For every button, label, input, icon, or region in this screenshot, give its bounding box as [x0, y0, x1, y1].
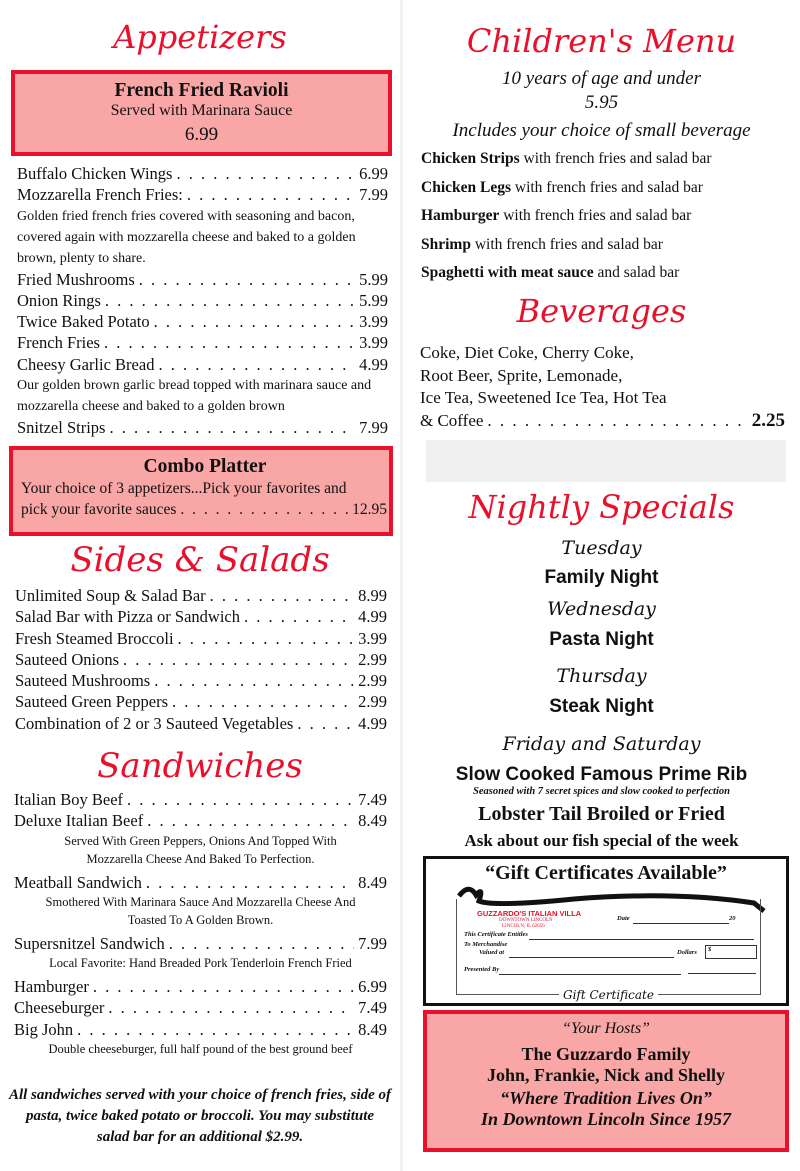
item-price: 2.99 [358, 671, 387, 691]
item-name: French Fries [17, 333, 100, 353]
item-price: 8.49 [358, 811, 387, 831]
item-name: Combination of 2 or 3 Sauteed Vegetables [15, 713, 294, 733]
special-day: Wednesday [547, 598, 656, 620]
dot-leader [93, 976, 354, 997]
item-name: Hamburger [14, 977, 89, 997]
item-name: Italian Boy Beef [14, 790, 124, 809]
item-description: Golden fried french fries covered with seasoning and bacon, covered again with mozzarella cheese and baked to a golden brown, plenty to share. [17, 208, 356, 266]
dollar-sign: $ [708, 946, 712, 953]
dot-leader [109, 417, 355, 438]
gift-footer: Gift Certificate [559, 988, 658, 1002]
beverages-line [420, 410, 785, 431]
menu-item [14, 789, 387, 810]
blank-strip [426, 440, 786, 482]
kids-item [421, 231, 712, 260]
menu-item [17, 311, 388, 332]
item-price: 7.99 [359, 185, 388, 205]
item-name: Twice Baked Potato [17, 312, 150, 332]
item-price: 5.99 [359, 290, 388, 310]
kids-item-name: Hamburger [421, 207, 500, 224]
item-name: Meatball Sandwich [14, 872, 142, 892]
combo-line1: Your choice of 3 appetizers...Pick your favorites and [21, 480, 347, 497]
merch-label: To Merchandise [464, 941, 508, 948]
beverages-line4: & Coffee [420, 410, 484, 430]
kids-item [421, 202, 712, 231]
item-price: 7.49 [358, 998, 387, 1018]
dot-leader [139, 269, 355, 290]
special-name: Steak Night [549, 696, 654, 717]
item-name: Sauteed Green Peppers [15, 692, 169, 712]
valued-label: Valued at [479, 949, 505, 956]
kids-item [421, 145, 712, 174]
item-name: Cheeseburger [14, 998, 105, 1018]
menu-item [14, 872, 387, 893]
item-description: Served With Green Peppers, Onions And Topped With Mozzarella Cheese And Baked To Perfection. [64, 833, 337, 866]
item-name: Sauteed Onions [15, 649, 120, 669]
dot-leader [146, 872, 354, 893]
beverages-line: Ice Tea, Sweetened Ice Tea, Hot Tea [420, 388, 667, 407]
date-label: Date [617, 915, 630, 922]
item-price: 7.49 [358, 790, 387, 809]
beverages-line: Root Beer, Sprite, Lemonade, [420, 365, 623, 385]
special-day: Friday and Saturday [502, 733, 701, 755]
menu-item [17, 269, 388, 290]
year-label: 20 [729, 915, 736, 922]
dot-leader [123, 649, 354, 670]
item-name: Fried Mushrooms [17, 269, 135, 289]
dot-leader [127, 789, 354, 810]
special-name: Slow Cooked Famous Prime Rib [455, 764, 748, 785]
item-name: Salad Bar with Pizza or Sandwich [15, 607, 240, 627]
dot-leader [178, 628, 355, 649]
item-name: Fresh Steamed Broccoli [15, 628, 174, 648]
signature-line[interactable] [688, 973, 756, 974]
specials-title: Nightly Specials [468, 488, 735, 526]
item-name: Big John [14, 1019, 74, 1039]
special-note: Seasoned with 7 secret spices and slow cooked to perfection [473, 786, 730, 797]
hosts-tagline: “Where Tradition Lives On” [500, 1088, 712, 1108]
hosts-label: “Your Hosts” [562, 1020, 650, 1037]
special-name: Pasta Night [549, 629, 654, 650]
combo-name: Combo Platter [143, 456, 267, 477]
appetizers-title: Appetizers [113, 18, 287, 56]
kids-item-name: Shrimp [421, 235, 471, 253]
right-column [403, 0, 800, 1171]
dollars-label: Dollars [677, 949, 697, 956]
sandwiches-list [14, 789, 387, 1062]
beverages-title: Beverages [516, 292, 687, 330]
dot-leader [187, 184, 355, 205]
villa-name: GUZZARDO'S ITALIAN VILLA [477, 909, 582, 918]
menu-item [17, 332, 388, 353]
beverages-price: 2.25 [751, 409, 785, 431]
dot-leader [105, 290, 355, 311]
menu-item [17, 417, 388, 438]
kids-item-detail: with french fries and salad bar [511, 178, 703, 196]
menu-item [14, 997, 387, 1018]
hosts-since: In Downtown Lincoln Since 1957 [480, 1109, 732, 1129]
item-price: 3.99 [359, 333, 388, 353]
dot-leader [77, 1019, 354, 1040]
item-price: 2.99 [358, 692, 387, 712]
item-price: 3.99 [358, 628, 387, 648]
item-price: 4.99 [358, 713, 387, 733]
villa-address: DOWNTOWN LINCOLN [499, 918, 553, 923]
combo-price: 12.95 [352, 501, 387, 518]
menu-item [15, 649, 387, 670]
combo-line2 [21, 499, 387, 520]
featured-name: French Fried Ravioli [114, 80, 289, 101]
menu-item [14, 1019, 387, 1040]
menu-item [17, 163, 388, 184]
menu-item [17, 354, 388, 375]
combo-platter-box [9, 446, 393, 536]
kids-item-detail: and salad bar [593, 264, 680, 281]
beverages-list [420, 342, 785, 431]
kids-item-name: Chicken Legs [421, 178, 511, 196]
item-name: Mozzarella French Fries: [17, 185, 183, 205]
villa-city: LINCOLN, IL 62656 [502, 924, 545, 929]
item-name: Buffalo Chicken Wings [17, 164, 173, 183]
sides-title: Sides & Salads [70, 540, 330, 580]
dot-leader [176, 163, 355, 184]
children-list [421, 145, 712, 288]
kids-item [421, 174, 712, 203]
dot-leader [104, 332, 355, 353]
item-price: 5.99 [359, 269, 388, 289]
dot-leader [154, 311, 355, 332]
item-price: 8.49 [358, 1019, 387, 1039]
entitles-label: This Certificate Entitles [464, 931, 528, 938]
dot-leader [297, 713, 354, 734]
kids-item-detail: with french fries and salad bar [499, 207, 692, 224]
item-price: 6.99 [359, 164, 388, 183]
special-note: Ask about our fish special of the week [464, 831, 739, 850]
featured-ravioli-box [11, 70, 392, 156]
menu-item [15, 628, 387, 649]
special-name: Lobster Tail Broiled or Fried [478, 803, 725, 825]
item-price: 3.99 [359, 312, 388, 332]
menu-item [15, 670, 387, 691]
menu-item [17, 184, 388, 205]
dot-leader [169, 933, 354, 954]
appetizers-list [17, 163, 388, 438]
combo-line2-text: pick your favorite sauces [21, 501, 177, 518]
item-name: Supersnitzel Sandwich [14, 933, 165, 953]
item-price: 8.49 [358, 872, 387, 892]
hosts-box [423, 1010, 789, 1152]
item-description: Our golden brown garlic bread topped with marinara sauce and mozzarella cheese and baked to a golden brown [17, 378, 372, 415]
entitles-line[interactable] [529, 939, 754, 940]
item-description: Smothered With Marinara Sauce And Mozzarella Cheese And Toasted To A Golden Brown. [45, 894, 356, 927]
item-name: Unlimited Soup & Salad Bar [15, 586, 206, 605]
item-price: 2.99 [358, 649, 387, 669]
menu-item [15, 713, 387, 734]
item-price: 7.99 [358, 933, 387, 953]
sides-list [15, 585, 387, 734]
presented-label: Presented By [464, 966, 500, 973]
item-name: Sauteed Mushrooms [15, 671, 151, 691]
item-name: Cheesy Garlic Bread [17, 354, 155, 374]
date-line[interactable] [633, 923, 729, 924]
item-name: Onion Rings [17, 290, 101, 310]
certificate [456, 899, 761, 1002]
kids-item-name: Spaghetti with meat sauce [421, 264, 594, 281]
dot-leader [108, 997, 354, 1018]
dot-leader [154, 670, 354, 691]
children-note: Includes your choice of small beverage [452, 120, 751, 141]
beverages-line: Coke, Diet Coke, Cherry Coke, [420, 343, 634, 362]
gift-certificate-panel [423, 856, 789, 1006]
special-day: Thursday [556, 665, 647, 687]
menu-item [15, 691, 387, 712]
kids-item-detail: with french fries and salad bar [470, 235, 663, 253]
dot-leader [158, 354, 355, 375]
kids-item-detail: with french fries and salad bar [519, 150, 712, 167]
featured-price: 6.99 [184, 124, 219, 145]
menu-item [14, 810, 387, 831]
item-price: 4.99 [358, 607, 387, 627]
dot-leader [210, 585, 354, 606]
children-title: Children's Menu [466, 22, 737, 60]
featured-sub: Served with Marinara Sauce [110, 102, 293, 119]
item-price: 6.99 [358, 977, 387, 997]
kids-item-name: Chicken Strips [421, 150, 520, 167]
item-price: 4.99 [359, 354, 388, 374]
item-name: Deluxe Italian Beef [14, 811, 144, 831]
valued-line[interactable] [509, 957, 674, 958]
item-name: Snitzel Strips [17, 418, 106, 438]
sandwiches-note: All sandwiches served with your choice of french fries, side of pasta, twice baked potato or broccoli. You may substitute salad bar for an additional $2.99. [8, 1087, 392, 1145]
sandwiches-title: Sandwiches [97, 746, 303, 786]
special-name: Family Night [544, 567, 659, 588]
dot-leader [172, 691, 354, 712]
children-age: 10 years of age and under [502, 68, 701, 89]
presented-line[interactable] [499, 974, 681, 975]
hosts-names: John, Frankie, Nick and Shelly [486, 1065, 726, 1085]
menu-item [15, 585, 387, 606]
dot-leader [244, 606, 354, 627]
menu-item [14, 976, 387, 997]
item-price: 8.99 [358, 586, 387, 605]
item-price: 7.99 [359, 418, 388, 438]
dot-leader [147, 810, 354, 831]
gift-title: “Gift Certificates Available” [485, 862, 727, 884]
menu-item [17, 290, 388, 311]
amount-box[interactable] [705, 945, 757, 959]
item-description: Double cheeseburger, full half pound of the best ground beef [48, 1042, 353, 1057]
menu-item [14, 933, 387, 954]
hosts-family: The Guzzardo Family [521, 1044, 691, 1064]
special-day: Tuesday [561, 537, 642, 559]
menu-item [15, 606, 387, 627]
item-description: Local Favorite: Hand Breaded Pork Tenderloin French Fried [49, 956, 352, 971]
kids-item [421, 259, 712, 288]
children-price: 5.95 [584, 92, 619, 113]
